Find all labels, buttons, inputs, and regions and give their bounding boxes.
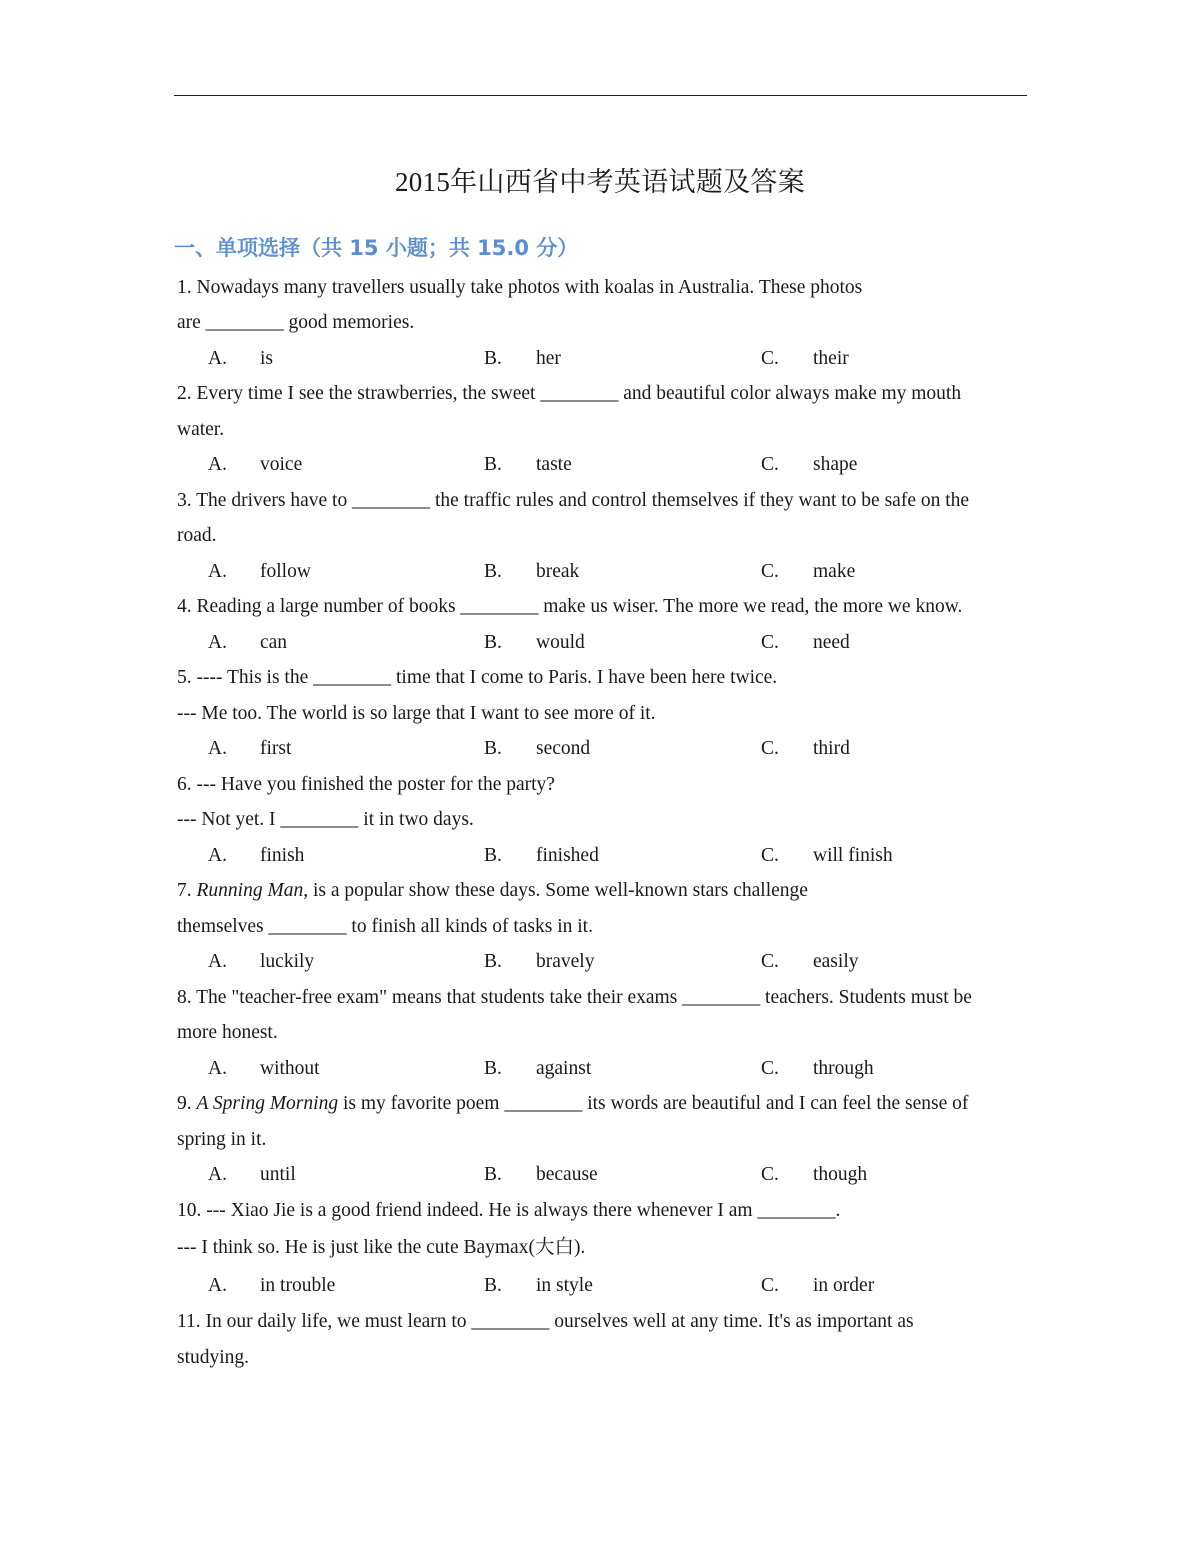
option-b[interactable]: B. because	[484, 1164, 598, 1185]
question-5-line-1: 5. ---- This is the ________ time that I come to Paris. I have been here twice.	[177, 667, 778, 688]
poem-title: A Spring Morning	[196, 1093, 339, 1114]
question-3-line-2: road.	[177, 525, 217, 546]
option-b[interactable]: B. taste	[484, 454, 572, 475]
option-a[interactable]: A. first	[208, 738, 292, 759]
option-a[interactable]: A. follow	[208, 561, 311, 582]
option-b[interactable]: B. against	[484, 1058, 592, 1079]
question-8-line-2: more honest.	[177, 1022, 278, 1043]
option-c[interactable]: C. third	[761, 738, 850, 759]
option-b[interactable]: B. bravely	[484, 951, 595, 972]
question-6-line-1: 6. --- Have you finished the poster for the party?	[177, 774, 555, 795]
option-c[interactable]: C. need	[761, 632, 850, 653]
question-2-line-2: water.	[177, 419, 225, 440]
option-c[interactable]: C. though	[761, 1164, 868, 1185]
question-1-line-2: are ________ good memories.	[177, 312, 415, 333]
option-c[interactable]: C. will finish	[761, 845, 893, 866]
question-1-line-1: 1. Nowadays many travellers usually take photos with koalas in Australia. These photos	[177, 277, 863, 298]
question-7-line-1: 7. Running Man, is a popular show these days. Some well-known stars challenge	[177, 880, 808, 901]
option-c[interactable]: C. their	[761, 348, 849, 369]
header-rule	[174, 95, 1027, 96]
option-a[interactable]: A. is	[208, 348, 274, 369]
option-a[interactable]: A. in trouble	[208, 1275, 336, 1296]
option-b[interactable]: B. finished	[484, 845, 599, 866]
show-title: Running Man	[196, 880, 304, 901]
option-a[interactable]: A. finish	[208, 845, 305, 866]
option-c[interactable]: C. make	[761, 561, 856, 582]
option-b[interactable]: B. in style	[484, 1275, 593, 1296]
question-10-line-2: --- I think so. He is just like the cute Baymax(大白).	[177, 1237, 586, 1258]
question-9-line-1: 9. A Spring Morning is my favorite poem ________ its words are beautiful and I can feel the sense of	[177, 1093, 969, 1114]
question-8-line-1: 8. The "teacher-free exam" means that students take their exams ________ teachers. Students must be	[177, 987, 972, 1008]
section-heading: 一、单项选择（共 15 小题；共 15.0 分）	[174, 236, 579, 260]
page-title: 2015年山西省中考英语试题及答案	[394, 167, 806, 197]
option-b[interactable]: B. second	[484, 738, 591, 759]
question-5-line-2: --- Me too. The world is so large that I want to see more of it.	[177, 703, 656, 724]
option-a[interactable]: A. voice	[208, 454, 303, 475]
question-2-line-1: 2. Every time I see the strawberries, the sweet ________ and beautiful color always make my mouth	[177, 383, 962, 404]
question-6-line-2: --- Not yet. I ________ it in two days.	[177, 809, 474, 830]
question-11-line-2: studying.	[177, 1347, 250, 1368]
option-b[interactable]: B. break	[484, 561, 580, 582]
option-b[interactable]: B. would	[484, 632, 585, 653]
option-a[interactable]: A. until	[208, 1164, 296, 1185]
question-3-line-1: 3. The drivers have to ________ the traffic rules and control themselves if they want to be safe on the	[177, 490, 970, 511]
question-9-line-2: spring in it.	[177, 1129, 267, 1150]
option-a[interactable]: A. luckily	[208, 951, 315, 972]
option-a[interactable]: A. without	[208, 1058, 320, 1079]
option-b[interactable]: B. her	[484, 348, 561, 369]
question-7-line-2: themselves ________ to finish all kinds of tasks in it.	[177, 916, 593, 937]
question-4-line-1: 4. Reading a large number of books ________ make us wiser. The more we read, the more we know.	[177, 596, 963, 617]
option-c[interactable]: C. in order	[761, 1275, 875, 1296]
option-c[interactable]: C. easily	[761, 951, 859, 972]
option-c[interactable]: C. shape	[761, 454, 858, 475]
option-a[interactable]: A. can	[208, 632, 288, 653]
question-11-line-1: 11. In our daily life, we must learn to ________ ourselves well at any time. It's as important as	[177, 1311, 914, 1332]
question-10-line-1: 10. --- Xiao Jie is a good friend indeed. He is always there whenever I am ________.	[177, 1200, 841, 1221]
option-c[interactable]: C. through	[761, 1058, 874, 1079]
